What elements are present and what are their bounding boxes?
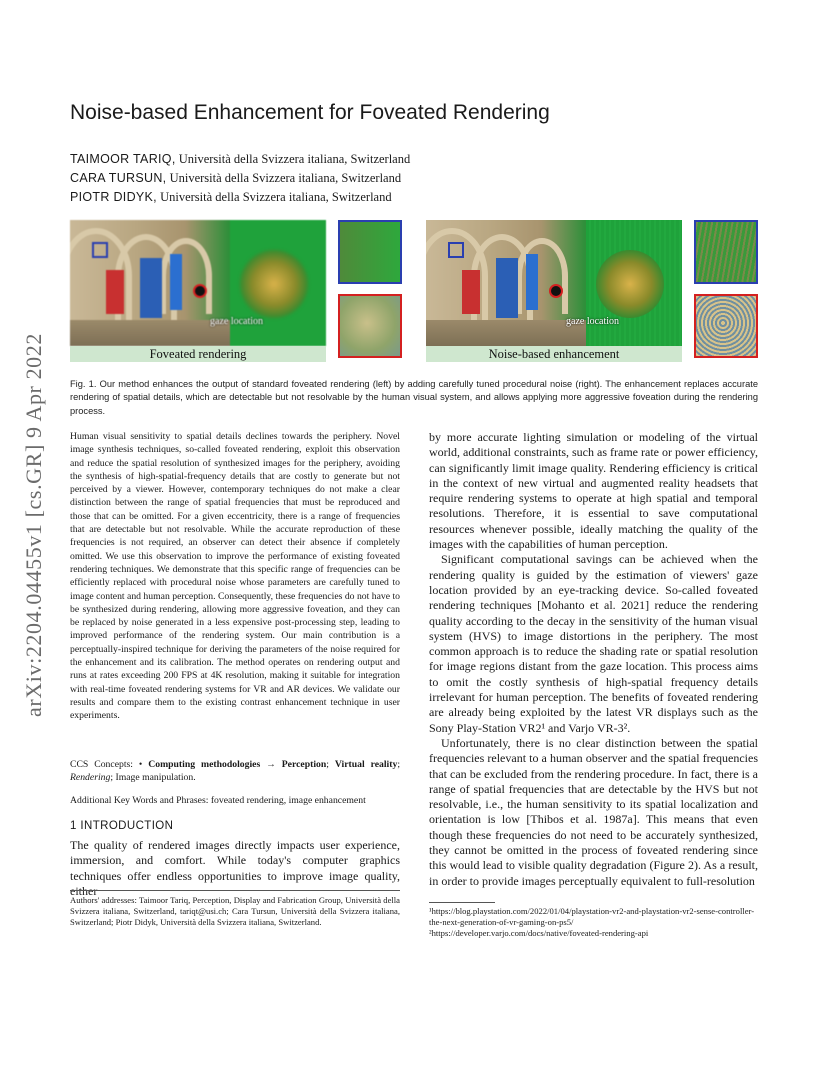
footnote-rule <box>429 902 495 903</box>
author-list <box>70 150 410 207</box>
arxiv-identifier: arXiv:2204.04455v1 [cs.GR] 9 Apr 2022 <box>21 333 46 717</box>
keywords: Additional Key Words and Phrases: foveated rendering, image enhancement <box>70 795 366 806</box>
author-2: CARA TURSUN, Università della Svizzera italiana, Switzerland <box>70 171 402 185</box>
zoom-inset-blue <box>694 220 758 284</box>
noise-enhanced-label: Noise-based enhancement <box>426 346 682 362</box>
ccs-concepts: CCS Concepts: • Computing methodologies → Perception; Virtual reality; Rendering; Image manipulation. <box>70 759 401 784</box>
right-column <box>429 430 758 889</box>
paper-title: Noise-based Enhancement for Foveated Rendering <box>70 101 550 124</box>
gaze-marker-icon <box>193 284 207 298</box>
abstract: Human visual sensitivity to spatial details declines towards the periphery. Novel image synthesis techniques, so-called foveated rendering, exploit this observation and reduce the spatial resolution of synthesized images for the periphery, avoiding the synthesis of high-spatial-frequency details that are costly to generate but not perceived by a viewer. However, contemporary techniques do not make a clear distinction between the range of spatial frequencies that must be reproduced and those that can be omitted. For a given eccentricity, there is a range of frequencies that are detectable but not resolvable. While the accurate reproduction of these frequencies is not required, an observer can detect their absence if completely omitted. We use this observation to improve the performance of existing foveated rendering techniques. We demonstrate that this specific range of frequencies can be efficiently replaced with procedural noise whose parameters are carefully tuned to image content and human perception. Consequently, these frequencies do not have to be synthesized during rendering, allowing more aggressive foveation, and they can be replaced by noise generated in a less expensive post-processing step, leading to improved performance of the rendering system. Our main contribution is a perceptually-inspired technique for deriving the parameters of the noise required for the enhancement and its calibration. The method operates on rendering output and runs at rates exceeding 200 FPS at 4K resolution, making it suitable for integration with real-time foveated rendering systems for VR and AR devices. We validate our results and compare them to the existing contrast enhancement technique in user experiments. <box>70 431 400 722</box>
section-heading: 1 INTRODUCTION <box>70 820 174 832</box>
author-1: TAIMOOR TARIQ, Università della Svizzera italiana, Switzerland <box>70 152 411 166</box>
url-footnotes <box>429 906 758 940</box>
arxiv-sidebar <box>16 290 52 760</box>
foveated-render-image <box>70 220 326 346</box>
gaze-label: gaze location <box>566 316 620 327</box>
author-3: PIOTR DIDYK, Università della Svizzera italiana, Switzerland <box>70 190 392 204</box>
footnote-link[interactable]: ²https://developer.varjo.com/docs/native/foveated-rendering-api <box>429 928 649 939</box>
foveated-label: Foveated rendering <box>70 346 326 362</box>
footnote-link[interactable]: ¹https://blog.playstation.com/2022/01/04/playstation-vr2-and-playstation-vr2-sense-controller-the-next-generation-of-vr-gaming-on-ps5/ <box>429 906 755 928</box>
figure-noise-enhanced <box>426 220 758 362</box>
figure-caption: Fig. 1. Our method enhances the output of standard foveated rendering (left) by adding carefully tuned procedural noise (right). The enhancement replaces accurate rendering of spatial details, which are detectable but not resolvable by the human visual system, and allows applying more aggressive foveation during the rendering process. <box>70 379 758 416</box>
noise-enhanced-image <box>426 220 682 346</box>
zoom-inset-red <box>694 294 758 358</box>
figure-foveated <box>70 220 402 362</box>
paragraph: by more accurate lighting simulation or modeling of the virtual world, additional constraints, such as frame rate or power efficiency, can significantly limit image quality. Rendering efficiency is critical in the context of new virtual and augmented reality headsets that require rendering systems to operate at high spatial and temporal resolutions. Therefore, it is essential to save computational resources whenever possible, ideally matching the quality of the images with the capabilities of human perception. <box>429 430 758 552</box>
zoom-inset-red <box>338 294 402 358</box>
paragraph: Significant computational savings can be achieved when the rendering quality is guided by the estimation of viewers' gaze location provided by an eye-tracking device. So-called foveated rendering techniques [Mohanto et al. 2021] reduce the rendering quality according to the decay in the sensitivity of the human visual system (HVS) to image distortions in the periphery. The most common approach is to reduce the shading rate or spatial resolution for image regions distant from the gaze location. This process aims to omit the costly synthesis of high-spatial frequency details irrelevant for human perception. The benefits of foveated rendering are already being exploited by the latest VR displays such as the Sony Play-Station VR2¹ and Varjo VR-3². <box>429 552 758 735</box>
gaze-label: gaze location <box>210 316 264 327</box>
zoom-inset-blue <box>338 220 402 284</box>
intro-paragraph: The quality of rendered images directly impacts user experience, immersion, and comfort. While today's computer graphics techniques offer endless opportunities to improve image quality, <box>70 838 400 883</box>
paragraph: Unfortunately, there is no clear distinction between the spatial frequencies relevant to a human observer and the spatial frequencies that can be excluded from the rendering procedure. In fact, there is a range of spatial frequencies that are detectable by the HVS but not resolvable, i.e., the human sensitivity to its spatial localization and orientation is low [Thibos et al. 1987a]. This means that even though these frequencies do not need to be accurately synthesized, they cannot be omitted in the process of foveated rendering since this would lead to visible quality degradation (Figure 2). As a result, in order to provide images perceptually equivalent to full-resolution <box>429 735 758 888</box>
gaze-marker-icon <box>549 284 563 298</box>
footnote-rule <box>70 890 400 891</box>
author-footnote: Authors' addresses: Taimoor Tariq, Perception, Display and Fabrication Group, Università della Svizzera italiana, Switzerland, tariqt@usi.ch; Cara Tursun, Università della Svizzera italiana, Switzerland; Piotr Didyk, Università della Svizzera italiana, Switzerland. <box>70 895 400 928</box>
